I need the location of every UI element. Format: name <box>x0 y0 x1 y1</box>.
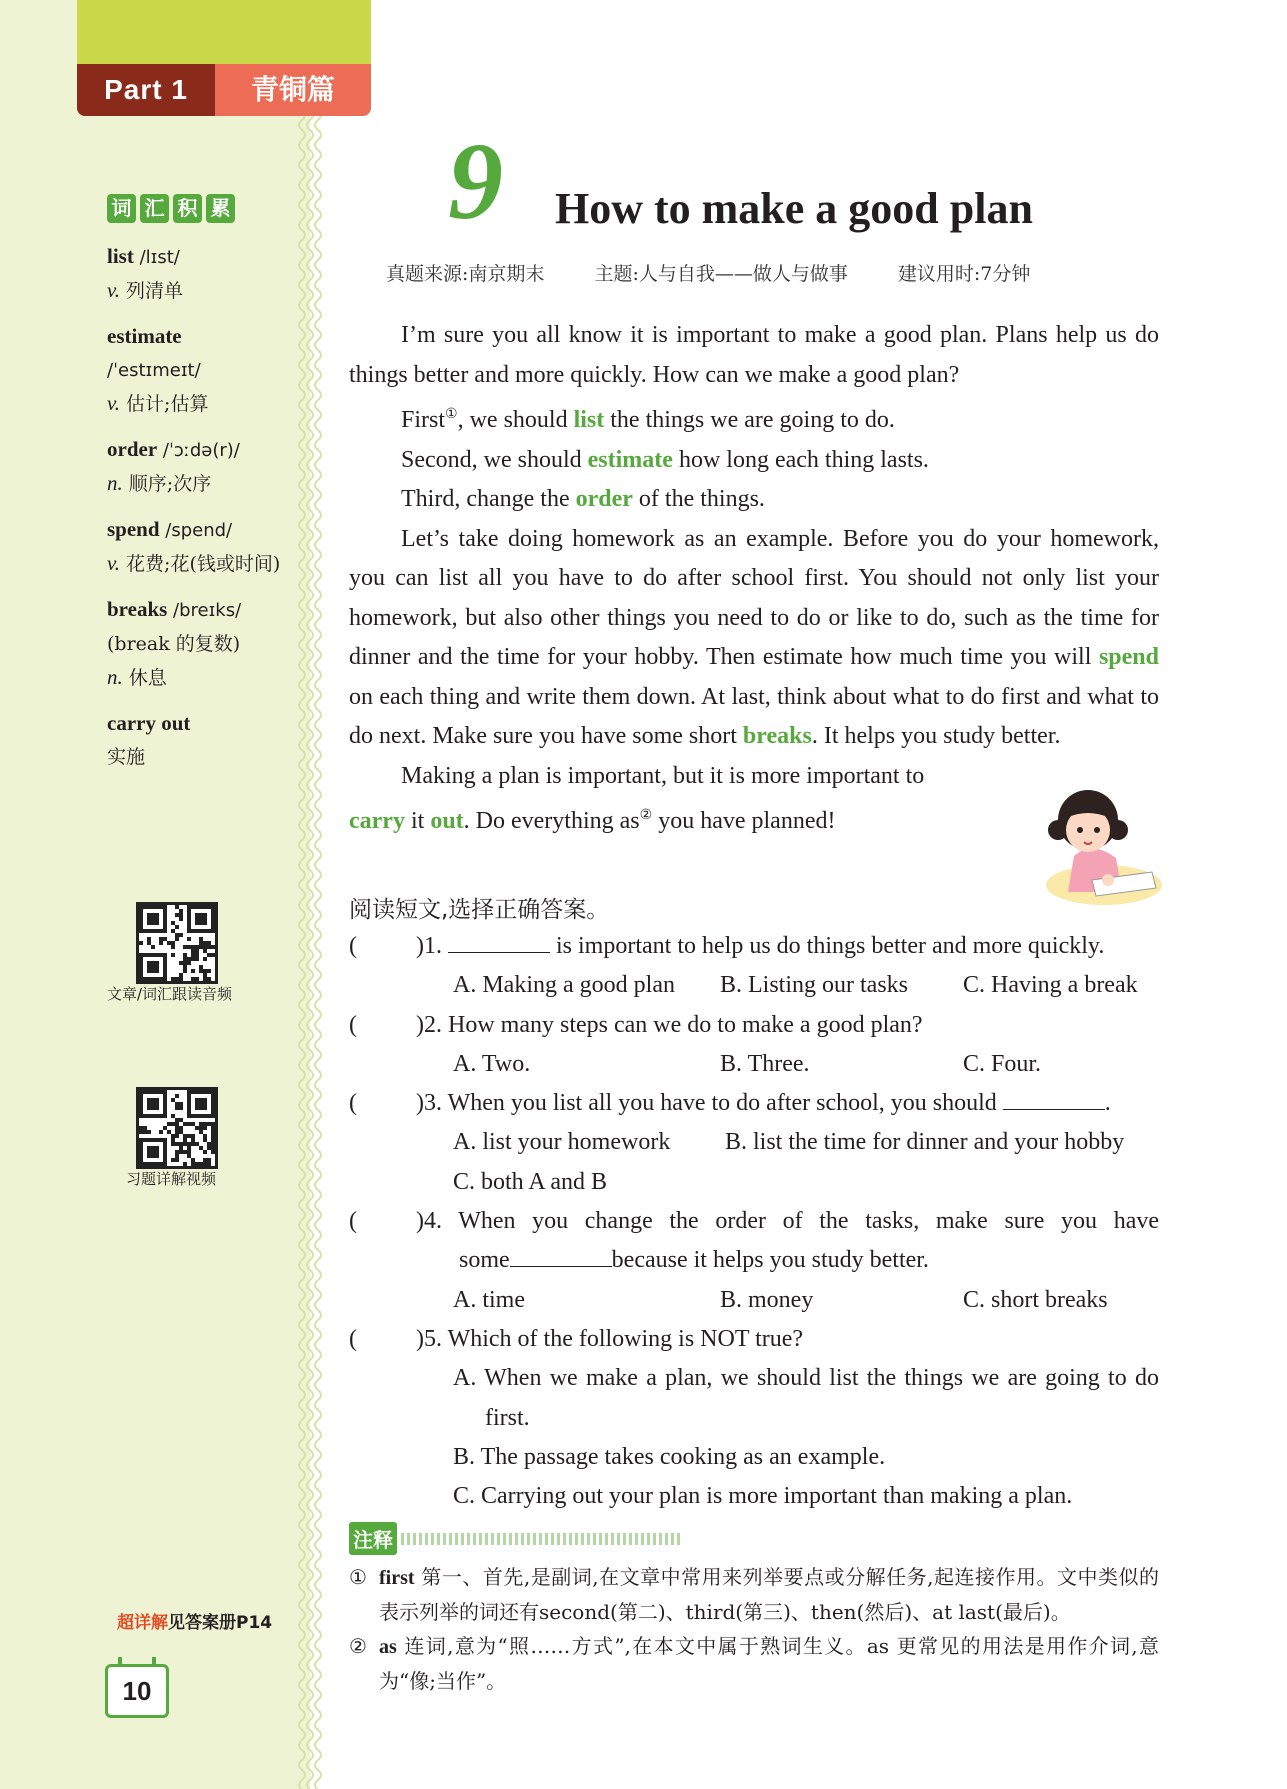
option-c[interactable]: C. short breaks <box>963 1286 1108 1313</box>
level-label: 青铜篇 <box>215 64 371 116</box>
wavy-divider <box>294 110 326 1789</box>
questions-heading: 阅读短文,选择正确答案。 <box>349 897 610 923</box>
answer-paren[interactable]: ( <box>349 1325 357 1352</box>
options <box>349 1359 1159 1516</box>
vocab-def: 休息 <box>122 667 167 689</box>
question-number: )1. <box>416 933 448 959</box>
question-text: . <box>1104 1090 1111 1117</box>
vocab-word: carry out <box>107 711 191 735</box>
note-1 <box>349 1560 1159 1629</box>
answer-paren[interactable]: ( <box>349 1090 357 1117</box>
vocab-item <box>107 320 297 421</box>
notes-heading <box>349 1522 681 1555</box>
text: Second, we should <box>401 446 588 473</box>
answer-paren[interactable]: ( <box>349 933 357 959</box>
vocab-phonetic: /ˈɔːdə(r)/ <box>157 440 240 461</box>
blank[interactable] <box>448 930 550 953</box>
text: it <box>404 808 431 834</box>
paragraph <box>349 395 1159 441</box>
option-a[interactable]: A. Two. <box>453 1050 531 1077</box>
question-text: Which of the following is NOT true? <box>447 1325 804 1352</box>
keyword: breaks <box>742 723 812 749</box>
vocab-pos: v. <box>107 278 121 302</box>
paragraph: Making a plan is important, but it is more important to <box>401 762 925 789</box>
paragraph <box>349 441 1159 481</box>
blank[interactable] <box>510 1244 612 1267</box>
theme: 主题:人与自我——做人与做事 <box>594 263 848 285</box>
question-number: )3. <box>416 1090 448 1117</box>
keyword: carry <box>349 808 405 834</box>
vocab-item <box>107 240 297 308</box>
vocab-phonetic: /spend/ <box>159 520 233 541</box>
text: of the things. <box>632 486 765 512</box>
vocab-phonetic: /lɪst/ <box>133 247 180 268</box>
text: . It helps you study better. <box>811 723 1061 749</box>
notes-title: 注释 <box>349 1522 397 1555</box>
vocab-pos: n. <box>107 471 123 495</box>
suggested-time: 建议用时:7分钟 <box>897 263 1031 285</box>
keyword: out <box>430 808 464 834</box>
text: . Do everything as <box>463 808 640 834</box>
option-c[interactable]: C. both A and B <box>453 1168 608 1195</box>
option-a[interactable]: A. list your homework <box>453 1129 671 1156</box>
vocab-def: 顺序;次序 <box>122 473 212 495</box>
note-word: as <box>379 1636 397 1658</box>
notes <box>349 1560 1159 1698</box>
paragraph <box>349 520 1159 757</box>
option-a[interactable]: A. time <box>453 1286 525 1313</box>
vocab-item <box>107 513 297 581</box>
note-word: first <box>379 1567 415 1589</box>
vocab-def: 实施 <box>107 746 146 768</box>
lesson-title: How to make a good plan <box>555 184 1033 233</box>
vocab-title <box>107 194 235 223</box>
blank[interactable] <box>1003 1087 1105 1110</box>
keyword: order <box>575 486 633 512</box>
vocab-item <box>107 433 297 501</box>
question-text: is important to help us do things better and more quickly. <box>550 933 1105 959</box>
paragraph: I’m sure you all know it is important to make a good plan. Plans help us do things better and more quickly. How can we make a good plan? <box>349 322 1159 388</box>
question-5 <box>349 1320 1159 1359</box>
keyword: spend <box>1098 644 1159 670</box>
option-a[interactable]: A. Making a good plan <box>453 972 675 999</box>
girl-illustration <box>1022 760 1162 910</box>
question-4 <box>349 1202 1159 1241</box>
vocab-word: estimate <box>107 324 182 348</box>
qr-audio-label: 文章/词汇跟读音频 <box>107 985 233 1003</box>
vocab-word: breaks <box>107 597 168 621</box>
question-2 <box>349 1006 1159 1045</box>
vocab-item <box>107 593 297 695</box>
option-c[interactable]: C. Carrying out your plan is more important than making a plan. <box>453 1483 1073 1510</box>
vocab-def: 估计;估算 <box>120 393 209 415</box>
footnote-mark: ① <box>445 407 458 422</box>
question-text: How many steps can we do to make a good plan? <box>448 1011 923 1038</box>
vocab-title-char: 累 <box>206 194 235 223</box>
question-text: some <box>459 1247 510 1274</box>
text: you have planned! <box>652 808 836 834</box>
qr-code-audio[interactable] <box>136 902 218 984</box>
question-text: because it helps you study better. <box>611 1247 929 1274</box>
note-text: 第一、首先,是副词,在文章中常用来列举要点或分解任务,起连接作用。文中类似的表示列举的词还有second(第二)、third(第三)、then(然后)、at last(最后)。 <box>379 1565 1159 1624</box>
option-b[interactable]: B. money <box>720 1286 814 1313</box>
options <box>349 1163 1159 1202</box>
question-3 <box>349 1084 1159 1123</box>
vocab-list <box>107 240 297 786</box>
vocab-word: list <box>107 244 134 268</box>
vocab-pos: n. <box>107 665 123 689</box>
text: how long each thing lasts. <box>672 446 929 473</box>
vocab-item <box>107 707 297 774</box>
part-label: Part 1 <box>77 64 215 116</box>
question-number: )5. <box>416 1325 448 1352</box>
answer-red: 超详解 <box>117 1613 168 1633</box>
options <box>349 966 1159 1005</box>
vocab-pos: v. <box>107 551 121 575</box>
page-number: 10 <box>105 1664 169 1718</box>
note-text: 连词,意为“照……方式”,在本文中属于熟词生义。as 更常见的用法是用作介词,意为“像;当作”。 <box>379 1634 1159 1693</box>
vocab-note: (break 的复数) <box>107 633 241 655</box>
answer-reference <box>117 1608 272 1633</box>
qr-code-video[interactable] <box>136 1087 218 1169</box>
vocab-title-char: 汇 <box>140 194 169 223</box>
text: on each thing and write them down. At last, think about what to do first and what to do next. Make sure you have some short <box>349 683 1159 749</box>
option-b[interactable]: B. Listing our tasks <box>720 972 909 999</box>
answer-paren[interactable]: ( <box>349 1208 357 1235</box>
vocab-title-char: 积 <box>173 194 202 223</box>
option-b[interactable]: B. The passage takes cooking as an example. <box>453 1443 886 1470</box>
notes-decoration <box>401 1533 681 1545</box>
answer-paren[interactable]: ( <box>349 1011 357 1038</box>
vocab-pos: v. <box>107 391 121 415</box>
text: Third, change the <box>401 486 576 512</box>
lesson-meta <box>386 259 1146 286</box>
part-tab <box>77 64 371 116</box>
vocab-word: order <box>107 437 158 461</box>
tab-accent <box>77 0 371 64</box>
text: Let’s take doing homework as an example. Before you do your homework, you can list all you have to do after school first. You should not only list your homework, but also other things you need to do or like to do, such as the time for dinner and the time for your hobby. Then estimate how much time you will <box>349 525 1159 670</box>
vocab-def: 列清单 <box>120 280 184 302</box>
footnote-mark: ② <box>639 808 653 823</box>
note-mark: ② <box>349 1634 367 1658</box>
question-number: )4. <box>416 1208 459 1235</box>
vocab-def: 花费;花(钱或时间) <box>120 553 281 575</box>
note-2 <box>349 1629 1159 1698</box>
question-number: )2. <box>416 1011 448 1038</box>
qr-video-label: 习题详解视频 <box>126 1170 217 1188</box>
keyword: list <box>573 407 605 433</box>
question-1 <box>349 927 1159 966</box>
question-text: When you change the order of the tasks, make sure you have <box>458 1208 1159 1235</box>
note-mark: ① <box>349 1565 367 1589</box>
text: First <box>401 407 446 433</box>
options <box>349 1045 1159 1084</box>
option-a[interactable]: A. When we make a plan, we should list the things we are going to do first. <box>453 1365 1159 1431</box>
option-c[interactable]: C. Having a break <box>963 972 1138 999</box>
vocab-word: spend <box>107 517 160 541</box>
options <box>349 1123 1159 1162</box>
option-c[interactable]: C. Four. <box>963 1050 1042 1077</box>
answer-text: 见答案册P14 <box>168 1613 273 1633</box>
paragraph <box>349 480 1159 520</box>
option-b[interactable]: B. Three. <box>720 1050 810 1077</box>
text: , we should <box>457 407 574 433</box>
options <box>349 1281 1159 1320</box>
question-text: When you list all you have to do after school, you should <box>447 1090 1003 1117</box>
questions <box>349 927 1159 1516</box>
option-b[interactable]: B. list the time for dinner and your hobby <box>725 1129 1125 1156</box>
vocab-phonetic: /ˈestɪmeɪt/ <box>107 360 201 381</box>
lesson-number: 9 <box>448 120 503 242</box>
vocab-title-char: 词 <box>107 194 136 223</box>
question-4-line2 <box>349 1241 1159 1280</box>
text: the things we are going to do. <box>604 407 895 433</box>
vocab-phonetic: /breɪks/ <box>167 600 242 621</box>
keyword: estimate <box>587 446 673 473</box>
source: 真题来源:南京期末 <box>386 263 545 285</box>
